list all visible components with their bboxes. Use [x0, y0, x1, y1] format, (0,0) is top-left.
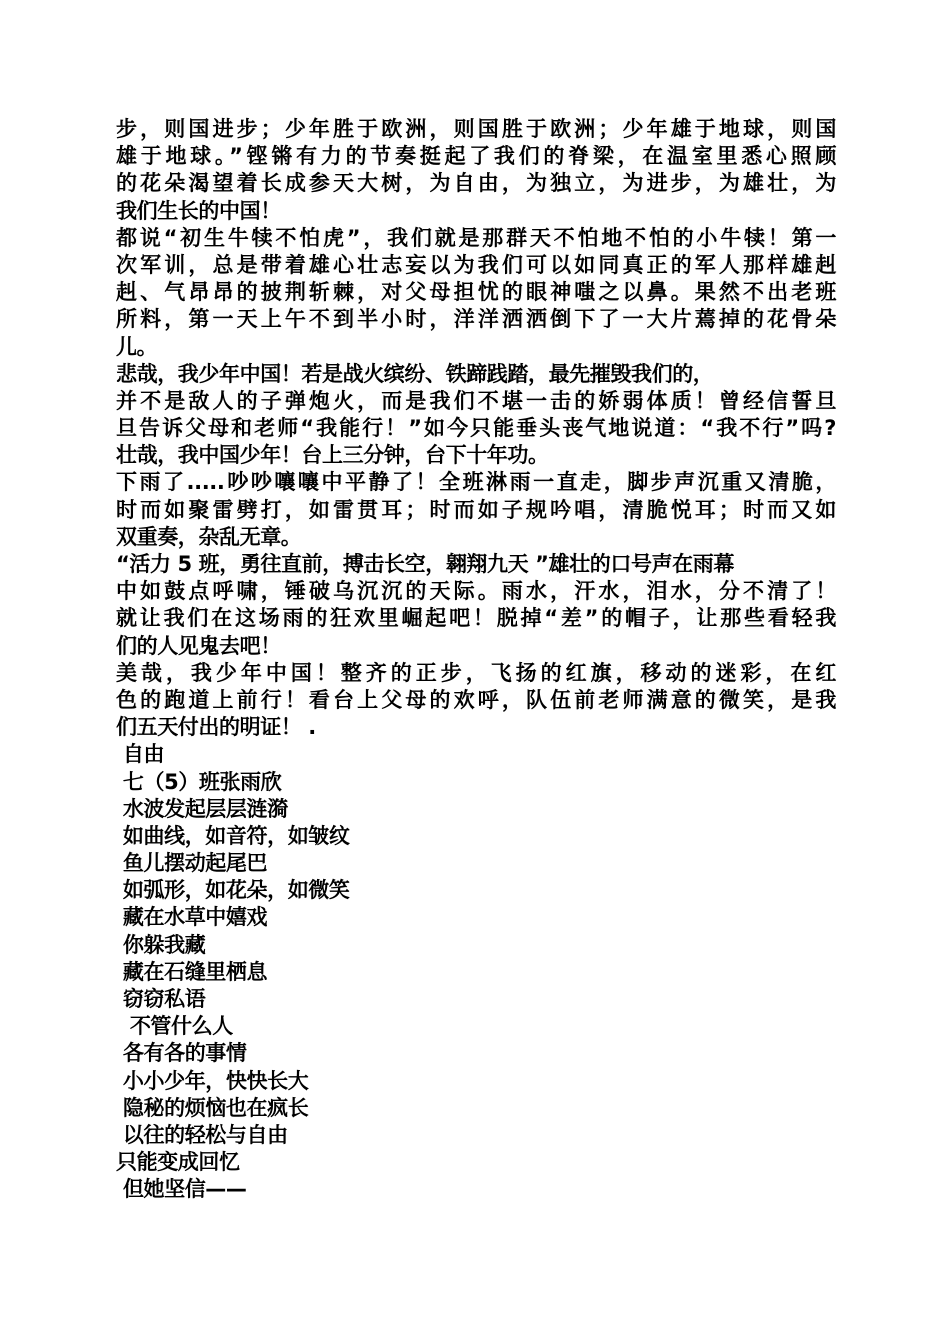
poem-block: [116, 741, 836, 1203]
text-line: 双重奏，杂乱无章。: [116, 524, 302, 549]
poem-line: 不管什么人: [116, 1014, 233, 1039]
poem-line: 各有各的事情: [116, 1041, 247, 1066]
text-line: 中如鼓点呼啸，锤破乌沉沉的天际。雨水，汗水，泪水，分不清了！: [116, 579, 836, 604]
poem-line: 小小少年，快快长大: [116, 1068, 309, 1093]
text-line: 就让我们在这场雨的狂欢里崛起吧！脱掉“差”的帽子，让那些看轻我: [116, 606, 836, 631]
poem-line: 但她坚信——: [116, 1177, 247, 1202]
text-line: 雄于地球。”铿锵有力的节奏挺起了我们的脊梁，在温室里悉心照顾: [116, 144, 836, 169]
poem-title: 自由: [116, 742, 165, 767]
text-line: 所料，第一天上午不到半小时，洋洋洒洒倒下了一大片蔫掉的花骨朵: [116, 307, 836, 332]
text-line: 下雨了.....吵吵嚷嚷中平静了！全班淋雨一直走，脚步声沉重又清脆，: [116, 470, 836, 495]
poem-line: 如曲线，如音符，如皱纹: [116, 823, 350, 848]
poem-line: 隐秘的烦恼也在疯长: [116, 1095, 309, 1120]
poem-line: 你躲我藏: [116, 932, 206, 957]
text-line: 并不是敌人的子弹炮火，而是我们不堪一击的娇弱体质！曾经信誓旦: [116, 388, 836, 413]
text-line: 时而如聚雷劈打，如雷贯耳；时而如子规吟唱，清脆悦耳；时而又如: [116, 497, 836, 522]
text-line: 美哉，我少年中国！整齐的正步，飞扬的红旗，移动的迷彩，在红: [116, 660, 836, 685]
text-line: 壮哉，我中国少年！台上三分钟，台下十年功。: [116, 443, 549, 468]
poem-line: 以往的轻松与自由: [116, 1122, 288, 1147]
document-body: [116, 116, 836, 1204]
text-line: 都说“初生牛犊不怕虎”，我们就是那群天不怕地不怕的小牛犊！第一: [116, 225, 836, 250]
poem-line: 窃窃私语: [116, 987, 206, 1011]
poem-line: 藏在水草中嬉戏: [116, 905, 268, 930]
poem-line: 水波发起层层涟漪: [116, 796, 288, 821]
poem-line: 藏在石缝里栖息: [116, 959, 268, 984]
text-line: “活力 5 班，勇往直前，搏击长空，翱翔九天 ”雄壮的口号声在雨幕: [116, 552, 734, 576]
poem-line: 只能变成回忆: [116, 1150, 240, 1175]
poem-line: 如弧形，如花朵，如微笑: [116, 878, 350, 903]
text-line: 儿。: [116, 334, 158, 359]
poem-line: 鱼儿摆动起尾巴: [116, 851, 268, 876]
text-line: 次军训，总是带着雄心壮志妄以为我们可以如同真正的军人那样雄赳: [116, 252, 836, 277]
text-line: 我们生长的中国！: [116, 198, 281, 223]
text-line: 步，则国进步；少年胜于欧洲，则国胜于欧洲；少年雄于地球，则国: [116, 117, 836, 141]
text-line: 色的跑道上前行！看台上父母的欢呼，队伍前老师满意的微笑，是我: [116, 687, 836, 712]
text-line: 赳、气昂昂的披荆斩棘，对父母担忧的眼神嗤之以鼻。果然不出老班: [116, 280, 836, 305]
text-line: 们五天付出的明证！ .: [116, 715, 316, 740]
text-line: 旦告诉父母和老师“我能行！”如今只能垂头丧气地说道：“我不行”吗?: [116, 416, 836, 441]
text-line: 悲哉，我少年中国！若是战火缤纷、铁蹄践踏，最先摧毁我们的，: [116, 361, 714, 386]
text-line: 们的人见鬼去吧！: [116, 633, 281, 658]
essay-prose: [116, 116, 836, 741]
poem-author: 七（5）班张雨欣: [116, 769, 282, 794]
text-line: 的花朵渴望着长成参天大树，为自由，为独立，为进步，为雄壮，为: [116, 171, 836, 196]
